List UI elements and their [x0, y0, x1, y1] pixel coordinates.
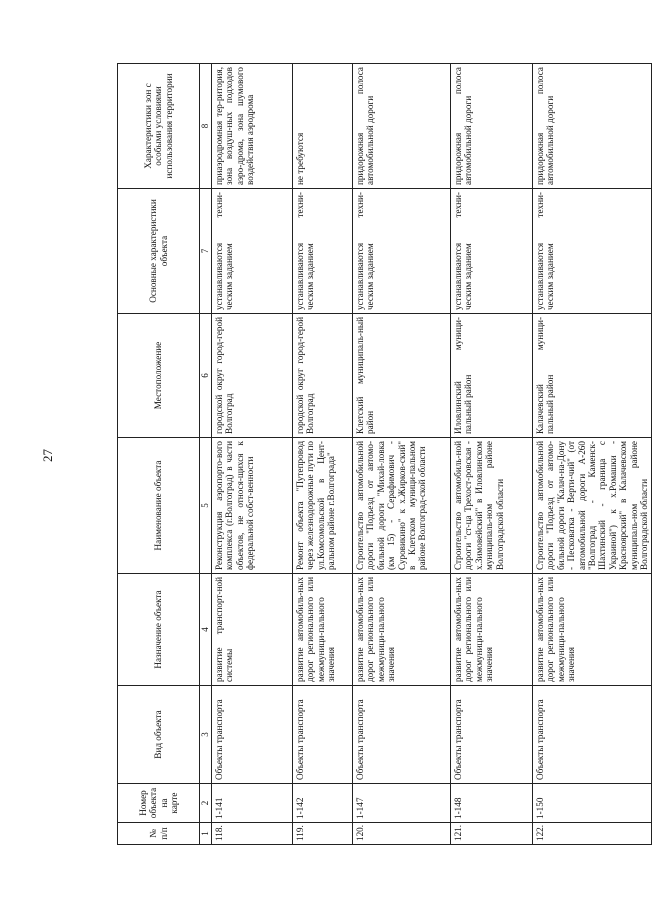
- object-zones: не требуются: [293, 64, 353, 189]
- rotated-table-container: [117, 64, 649, 845]
- row-number: 122.: [533, 823, 652, 845]
- table-row: [293, 64, 353, 845]
- object-name: Ремонт объекта "Путепровод через железнодорожные пути по ул.Комсомольской в Цент-ральном районе г.Волгограда": [293, 438, 353, 574]
- table-row: [353, 64, 451, 845]
- object-purpose: развитие автомобиль-ных дорог регионального или межмуници-пального значения: [451, 574, 533, 686]
- map-number: 1-141: [212, 784, 293, 823]
- row-number: 119.: [293, 823, 353, 845]
- object-characteristics: устанавливаются техни-ческим заданием: [533, 189, 652, 314]
- object-location: городской округ город-герой Волгоград: [293, 314, 353, 438]
- header-location: Местоположение: [118, 314, 200, 438]
- object-type: Объекты транспорта: [353, 686, 451, 784]
- object-name: Строительство автомобильной дороги "Подъезд от автомо-бильной дороги "Калач-на-Дону - Песковатка - Верти-чий" (от автомобильной дороги А-260 "Волгоград - Каменск-Шахтинский - граница с Украиной") к х.Ромашки - Красноярский" в Калачевском муниципаль-ном районе Волгоградской области: [533, 438, 652, 574]
- column-number: 1: [200, 823, 212, 845]
- object-zones: придорожная полоса автомобильной дороги: [451, 64, 533, 189]
- table-row: [212, 64, 293, 845]
- table-row: [533, 64, 652, 845]
- object-purpose: развитие транспорт-ной системы: [212, 574, 293, 686]
- object-type: Объекты транспорта: [533, 686, 652, 784]
- header-characteristics: Основные характеристики объекта: [118, 189, 200, 314]
- object-type: Объекты транспорта: [293, 686, 353, 784]
- column-number-row: [200, 64, 212, 845]
- column-number: 2: [200, 784, 212, 823]
- header-purpose: Назначение объекта: [118, 574, 200, 686]
- object-name: Строительство автомобиль-ной дороги "ст-ца Трехост-ровская - х.Зимовейский" в Иловлинском муниципаль-ном районе Волгоградской области: [451, 438, 533, 574]
- object-characteristics: устанавливаются техни-ческим заданием: [353, 189, 451, 314]
- object-purpose: развитие автомобиль-ных дорог регионального или межмуници-пального значения: [533, 574, 652, 686]
- page-number: 27: [40, 449, 55, 462]
- object-name: Реконструкция аэропорто-вого комплекса (г.Волгоград) в части объектов, не относя-щихся к федеральной собст-венности: [212, 438, 293, 574]
- map-number: 1-148: [451, 784, 533, 823]
- row-number: 121.: [451, 823, 533, 845]
- object-zones: придорожная полоса автомобильной дороги: [533, 64, 652, 189]
- header-num: № п/п: [118, 823, 200, 845]
- header-zones: Характеристики зон с особыми условиями использования территории: [118, 64, 200, 189]
- header-object-type: Вид объекта: [118, 686, 200, 784]
- object-purpose: развитие автомобиль-ных дорог регионального или межмуници-пального значения: [353, 574, 451, 686]
- column-number: 6: [200, 314, 212, 438]
- column-number: 5: [200, 438, 212, 574]
- object-zones: придорожная полоса автомобильной дороги: [353, 64, 451, 189]
- object-purpose: развитие автомобиль-ных дорог регионального или межмуници-пального значения: [293, 574, 353, 686]
- object-location: Клетский муниципаль-ный район: [353, 314, 451, 438]
- object-zones: приаэродромная тер-ритория, зона воздуш-ных подходов аэро-дрома, зона шумового воздействия аэродрома: [212, 64, 293, 189]
- map-number: 1-150: [533, 784, 652, 823]
- column-number: 3: [200, 686, 212, 784]
- column-number: 4: [200, 574, 212, 686]
- object-name: Строительство автомобильной дороги "Подъезд от автомо-бильной дороги "Михай-ловка (км 15) - Серафимович - Суровикино" к х.Жирков-ский" в Клетском муници-пальном районе Волгоград-ской области: [353, 438, 451, 574]
- table-row: [451, 64, 533, 845]
- object-location: Иловлинский муници-пальный район: [451, 314, 533, 438]
- map-number: 1-147: [353, 784, 451, 823]
- row-number: 118.: [212, 823, 293, 845]
- objects-table: [117, 63, 652, 845]
- object-characteristics: устанавливаются техни-ческим заданием: [293, 189, 353, 314]
- table-header-row: [118, 64, 200, 845]
- object-location: городской округ город-герой Волгоград: [212, 314, 293, 438]
- object-characteristics: устанавливаются техни-ческим заданием: [451, 189, 533, 314]
- object-type: Объекты транспорта: [451, 686, 533, 784]
- header-name: Наименование объекта: [118, 438, 200, 574]
- header-map-number: Номер объекта на карте: [118, 784, 200, 823]
- column-number: 7: [200, 189, 212, 314]
- object-type: Объекты транспорта: [212, 686, 293, 784]
- row-number: 120.: [353, 823, 451, 845]
- column-number: 8: [200, 64, 212, 189]
- object-characteristics: устанавливаются техни-ческим заданием: [212, 189, 293, 314]
- object-location: Калачевский муници-пальный район: [533, 314, 652, 438]
- map-number: 1-142: [293, 784, 353, 823]
